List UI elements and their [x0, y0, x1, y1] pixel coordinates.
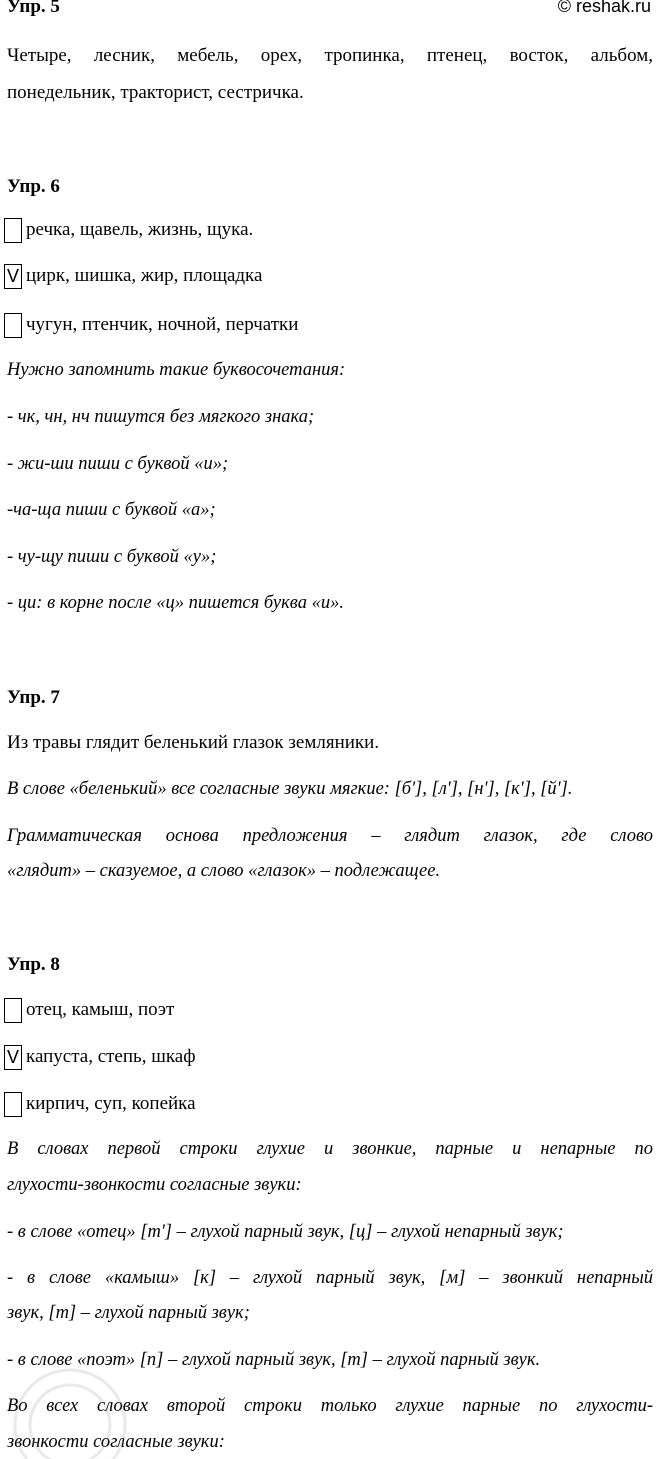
ex5-line2: понедельник, тракторист, сестричка.	[7, 82, 304, 103]
checkbox-ex8-2[interactable]: V	[4, 1045, 22, 1070]
checkbox-ex6-2[interactable]: V	[4, 264, 22, 289]
ex8-option-2: капуста, степь, шкаф	[26, 1046, 196, 1067]
ex8-item-2-line1: - в слове «камыш» [к] – глухой парный звук, [м] – звонкий непарный	[7, 1268, 653, 1288]
ex7-grammar-line1: Грамматическая основа предложения – глядит глазок, где слово	[7, 826, 653, 846]
ex5-line1: Четыре, лесник, мебель, орех, тропинка, птенец, восток, альбом,	[7, 45, 653, 66]
ex8-item-3: - в слове «поэт» [п] – глухой парный звук, [т] – глухой парный звук.	[7, 1350, 541, 1370]
ex6-option-1: речка, щавель, жизнь, щука.	[26, 219, 254, 240]
ex8-item-1: - в слове «отец» [т'] – глухой парный звук, [ц] – глухой непарный звук;	[7, 1222, 564, 1242]
ex8-option-1: отец, камыш, поэт	[26, 999, 175, 1020]
checkbox-ex6-3[interactable]	[4, 313, 22, 338]
ex8-title: Упр. 8	[7, 954, 60, 975]
ex6-rule-3: -ча-ща пиши с буквой «а»;	[7, 500, 216, 520]
ex6-option-3: чугун, птенчик, ночной, перчатки	[26, 314, 299, 335]
ex6-note: Нужно запомнить такие буквосочетания:	[7, 360, 346, 380]
site-credit: © reshak.ru	[557, 0, 651, 16]
ex6-title: Упр. 6	[7, 176, 60, 197]
checkbox-ex8-3[interactable]	[4, 1092, 22, 1117]
ex8-para2-line1: Во всех словах второй строки только глухие парные по глухости-	[7, 1396, 653, 1416]
checkbox-ex6-1[interactable]	[4, 218, 22, 243]
ex8-para1-line1: В словах первой строки глухие и звонкие, парные и непарные по	[7, 1139, 653, 1159]
ex6-rule-5: - ци: в корне после «ц» пишется буква «и».	[7, 593, 344, 613]
ex7-sentence: Из травы глядит беленький глазок земляники.	[7, 732, 380, 753]
ex6-rule-2: - жи-ши пиши с буквой «и»;	[7, 454, 229, 474]
ex7-grammar-line2: «глядит» – сказуемое, а слово «глазок» – подлежащее.	[7, 861, 441, 881]
ex5-title: Упр. 5	[7, 0, 60, 17]
ex8-option-3: кирпич, суп, копейка	[26, 1093, 196, 1114]
ex7-title: Упр. 7	[7, 687, 60, 708]
ex7-soft-note: В слове «беленький» все согласные звуки мягкие: [б'], [л'], [н'], [к'], [й'].	[7, 779, 573, 799]
ex6-rule-4: - чу-щу пиши с буквой «у»;	[7, 547, 217, 567]
ex8-para2-line2: звонкости согласные звуки:	[7, 1432, 225, 1452]
checkbox-ex8-1[interactable]	[4, 998, 22, 1023]
ex8-item-2-line2: звук, [т] – глухой парный звук;	[7, 1303, 250, 1323]
ex8-para1-line2: глухости-звонкости согласные звуки:	[7, 1175, 302, 1195]
ex6-rule-1: - чк, чн, нч пишутся без мягкого знака;	[7, 407, 315, 427]
ex6-option-2: цирк, шишка, жир, площадка	[26, 265, 263, 286]
